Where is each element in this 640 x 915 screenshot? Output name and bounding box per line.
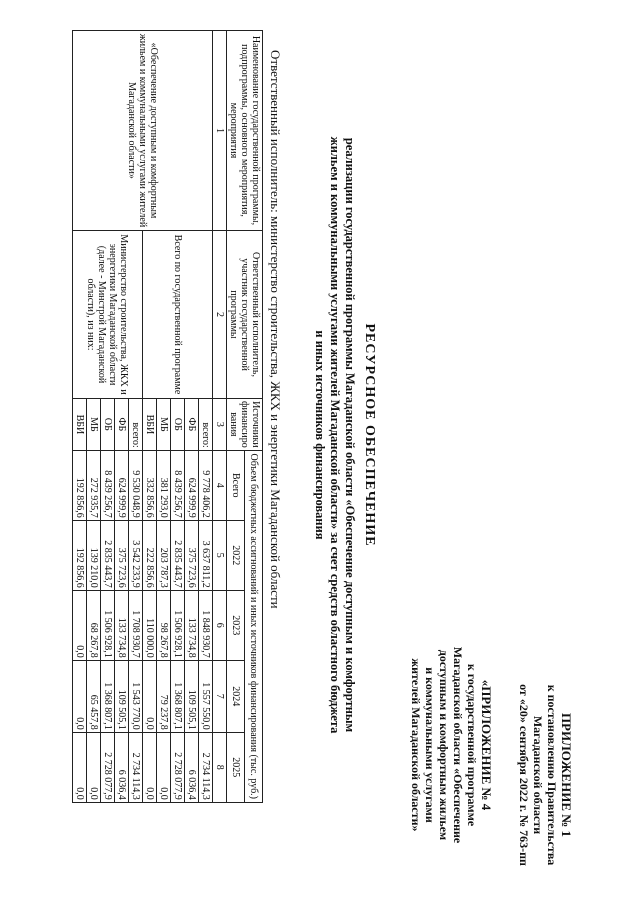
source-cell: всего: — [199, 399, 213, 451]
col-number: 6 — [213, 590, 227, 660]
appendix-4-line: жителей Магаданской области» — [409, 658, 423, 832]
year-cell: 1 557 550,0 — [199, 660, 213, 732]
year-cell: 2 835 443,7 — [101, 520, 115, 590]
header-total: Всего — [227, 450, 245, 520]
total-cell: 624 999,9 — [185, 450, 199, 520]
document-title — [312, 10, 377, 860]
year-cell: 3 637 811,2 — [199, 520, 213, 590]
year-cell: 1 848 930,7 — [199, 590, 213, 660]
appendix-4-title: «ПРИЛОЖЕНИЕ № 4 — [479, 679, 494, 811]
year-cell: 1 368 807,1 — [171, 660, 185, 732]
year-cell: 0,0 — [157, 732, 171, 802]
appendix-1-line: Магаданской области — [531, 715, 545, 835]
col-number: 1 — [213, 31, 227, 231]
header-year: 2024 — [227, 660, 245, 732]
year-cell: 0,0 — [73, 732, 87, 802]
year-cell: 1 506 928,1 — [171, 590, 185, 660]
col-number: 7 — [213, 660, 227, 732]
year-cell: 1 368 807,1 — [101, 660, 115, 732]
year-cell: 139 210,0 — [87, 520, 101, 590]
table-row — [199, 31, 213, 803]
col-number: 4 — [213, 450, 227, 520]
source-cell: всего: — [129, 399, 143, 451]
source-cell: ФБ — [185, 399, 199, 451]
year-cell: 6 036,4 — [115, 732, 129, 802]
year-cell: 2 734 114,3 — [129, 732, 143, 802]
year-cell: 98 267,8 — [157, 590, 171, 660]
total-cell: 9 778 406,2 — [199, 450, 213, 520]
header-year: 2023 — [227, 590, 245, 660]
year-cell: 133 734,8 — [185, 590, 199, 660]
title-heading: РЕСУРСНОЕ ОБЕСПЕЧЕНИЕ — [362, 323, 377, 547]
source-cell: МБ — [157, 399, 171, 451]
year-cell: 0,0 — [73, 660, 87, 732]
executor-cell: Всего по государственной программе — [143, 231, 213, 399]
year-cell: 109 505,1 — [115, 660, 129, 732]
year-cell: 1 506 928,1 — [101, 590, 115, 660]
program-name-cell: «Обеспечение доступным и комфортным жильем и коммунальными услугами жителей Магаданской области» — [73, 31, 213, 231]
col-number: 5 — [213, 520, 227, 590]
header-year: 2022 — [227, 520, 245, 590]
year-cell: 222 856,6 — [143, 520, 157, 590]
header-source: Источники финансиро вания — [227, 399, 263, 451]
year-cell: 3 542 233,9 — [129, 520, 143, 590]
executor-cell: Министерство строительства, ЖКХ и энергетики Магаданской области (далее - Минстрой Магаданской области), из них: — [73, 231, 143, 399]
year-cell: 192 856,6 — [73, 520, 87, 590]
total-cell: 192 856,6 — [73, 450, 87, 520]
total-cell: 381 293,0 — [157, 450, 171, 520]
source-cell: ВБИ — [73, 399, 87, 451]
year-cell: 203 787,3 — [157, 520, 171, 590]
appendix-4-line: к государственной программе — [465, 663, 479, 827]
source-cell: МБ — [87, 399, 101, 451]
total-cell: 9 530 048,9 — [129, 450, 143, 520]
year-cell: 0,0 — [87, 732, 101, 802]
total-cell: 332 856,6 — [143, 450, 157, 520]
source-cell: ВБИ — [143, 399, 157, 451]
year-cell: 2 728 077,9 — [171, 732, 185, 802]
appendix-1-date: от «20» сентября 2022 г. № 763-пп — [517, 684, 531, 866]
appendix-4-block — [409, 615, 493, 875]
total-cell: 8 439 256,7 — [101, 450, 115, 520]
total-cell: 8 439 256,7 — [171, 450, 185, 520]
appendix-4-line: Магаданской области «Обеспечение — [451, 646, 465, 844]
appendix-1-line: к постановлению Правительства — [545, 684, 559, 866]
year-cell: 0,0 — [143, 660, 157, 732]
column-number-row — [213, 31, 227, 803]
year-cell: 6 036,4 — [185, 732, 199, 802]
year-cell: 1 708 930,7 — [129, 590, 143, 660]
year-cell: 2 728 077,9 — [101, 732, 115, 802]
year-cell: 79 237,8 — [157, 660, 171, 732]
title-line: реализации государственной программы Магаданской области «Обеспечение доступным и комфортным — [343, 137, 357, 733]
year-cell: 0,0 — [143, 732, 157, 802]
appendix-4-line: и коммунальными услугами — [423, 667, 437, 823]
total-cell: 272 935,7 — [87, 450, 101, 520]
source-cell: ОБ — [171, 399, 185, 451]
responsible-executor-line: Ответственный исполнитель: министерство строительства, ЖКХ и энергетики Магаданской области — [268, 50, 283, 609]
col-number: 8 — [213, 732, 227, 802]
header-volume: Объем бюджетных ассигнований и иных источников финансирования (тыс. руб.) — [245, 450, 263, 802]
rotated-page — [5, 0, 635, 915]
title-line: и иных источников финансирования — [313, 330, 327, 540]
year-cell: 1 543 770,0 — [129, 660, 143, 732]
total-cell: 624 999,9 — [115, 450, 129, 520]
col-number: 3 — [213, 399, 227, 451]
source-cell: ОБ — [101, 399, 115, 451]
year-cell: 65 457,8 — [87, 660, 101, 732]
appendix-1-block — [517, 675, 573, 875]
year-cell: 2 835 443,7 — [171, 520, 185, 590]
header-executor: Ответственный исполнитель, участник государственной программы — [227, 231, 263, 399]
col-number: 2 — [213, 231, 227, 399]
appendix-1-title: ПРИЛОЖЕНИЕ № 1 — [559, 712, 574, 838]
appendix-4-line: доступным и комфортным жильем — [437, 649, 451, 841]
title-line: жильем и коммунальными услугами жителей Магаданской области» за счет средств областного бюджета — [328, 136, 342, 734]
year-cell: 109 505,1 — [185, 660, 199, 732]
year-cell: 68 267,8 — [87, 590, 101, 660]
header-year: 2025 — [227, 732, 245, 802]
header-name: Наименование государственной программы, подпрограммы, основного мероприятия, мероприятия — [227, 31, 263, 231]
year-cell: 2 734 114,3 — [199, 732, 213, 802]
year-cell: 110 000,0 — [143, 590, 157, 660]
year-cell: 375 723,6 — [185, 520, 199, 590]
year-cell: 0,0 — [73, 590, 87, 660]
source-cell: ФБ — [115, 399, 129, 451]
resource-table — [72, 30, 263, 803]
year-cell: 375 723,6 — [115, 520, 129, 590]
year-cell: 133 734,8 — [115, 590, 129, 660]
